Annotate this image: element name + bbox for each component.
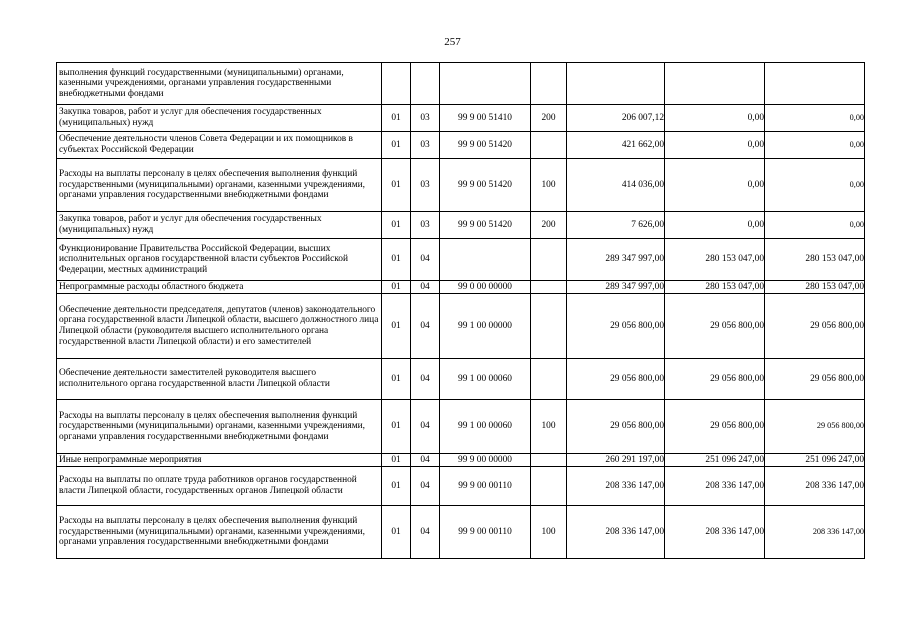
amount-year3-cell <box>765 63 865 105</box>
section-code-cell: 01 <box>382 212 411 239</box>
row-name-cell: Обеспечение деятельности председателя, депутатов (членов) законодательного органа государственной власти Липецкой области, высшего должностного лица Липецкой области (руководителя высшего исполнительного органа государственной власти Липецкой области) и его заместителей <box>57 294 382 359</box>
subsection-code-cell: 04 <box>411 359 440 400</box>
expense-type-cell <box>531 294 567 359</box>
subsection-code-cell: 04 <box>411 281 440 294</box>
amount-year3-cell: 29 056 800,00 <box>765 294 865 359</box>
amount-year2-cell: 0,00 <box>665 159 765 212</box>
target-item-cell: 99 9 00 51410 <box>440 105 531 132</box>
subsection-code-cell: 04 <box>411 467 440 506</box>
target-item-cell: 99 1 00 00060 <box>440 359 531 400</box>
target-item-cell: 99 9 00 00110 <box>440 506 531 559</box>
amount-year2-cell: 0,00 <box>665 212 765 239</box>
table-row <box>57 239 865 281</box>
target-item-cell: 99 9 00 00000 <box>440 454 531 467</box>
amount-year2-cell: 280 153 047,00 <box>665 281 765 294</box>
amount-year2-cell: 29 056 800,00 <box>665 359 765 400</box>
subsection-code-cell: 04 <box>411 294 440 359</box>
target-item-cell <box>440 239 531 281</box>
amount-year1-cell: 421 662,00 <box>567 132 665 159</box>
section-code-cell: 01 <box>382 159 411 212</box>
subsection-code-cell: 04 <box>411 400 440 454</box>
amount-year2-cell: 29 056 800,00 <box>665 294 765 359</box>
row-name-cell: Расходы на выплаты по оплате труда работников органов государственной власти Липецкой области, государственных органов Липецкой области <box>57 467 382 506</box>
expense-type-cell: 100 <box>531 400 567 454</box>
row-name-cell: Закупка товаров, работ и услуг для обеспечения государственных (муниципальных) нужд <box>57 212 382 239</box>
amount-year3-cell: 29 056 800,00 <box>765 400 865 454</box>
amount-year1-cell: 414 036,00 <box>567 159 665 212</box>
amount-year2-cell: 208 336 147,00 <box>665 467 765 506</box>
subsection-code-cell: 04 <box>411 239 440 281</box>
subsection-code-cell <box>411 63 440 105</box>
table-row <box>57 159 865 212</box>
subsection-code-cell: 03 <box>411 159 440 212</box>
table-row <box>57 105 865 132</box>
amount-year2-cell: 0,00 <box>665 105 765 132</box>
expense-type-cell <box>531 239 567 281</box>
subsection-code-cell: 03 <box>411 105 440 132</box>
amount-year2-cell <box>665 63 765 105</box>
amount-year1-cell <box>567 63 665 105</box>
table-row <box>57 359 865 400</box>
expense-type-cell: 100 <box>531 506 567 559</box>
subsection-code-cell: 04 <box>411 454 440 467</box>
target-item-cell: 99 9 00 51420 <box>440 132 531 159</box>
section-code-cell: 01 <box>382 506 411 559</box>
row-name-cell: Расходы на выплаты персоналу в целях обеспечения выполнения функций государственными (муниципальными) органами, казенными учреждениями, органами управления государственными внебюджетными фондами <box>57 159 382 212</box>
amount-year2-cell: 251 096 247,00 <box>665 454 765 467</box>
row-name-cell: Функционирование Правительства Российской Федерации, высших исполнительных органов государственной власти субъектов Российской Федерации, местных администраций <box>57 239 382 281</box>
expense-type-cell <box>531 454 567 467</box>
row-name-cell: Обеспечение деятельности заместителей руководителя высшего исполнительного органа государственной власти Липецкой области <box>57 359 382 400</box>
expense-type-cell: 100 <box>531 159 567 212</box>
amount-year1-cell: 289 347 997,00 <box>567 281 665 294</box>
amount-year2-cell: 208 336 147,00 <box>665 506 765 559</box>
amount-year3-cell: 0,00 <box>765 132 865 159</box>
target-item-cell: 99 9 00 51420 <box>440 159 531 212</box>
table-row <box>57 132 865 159</box>
amount-year3-cell: 280 153 047,00 <box>765 239 865 281</box>
section-code-cell: 01 <box>382 467 411 506</box>
row-name-cell: Непрограммные расходы областного бюджета <box>57 281 382 294</box>
budget-table <box>56 62 865 559</box>
section-code-cell: 01 <box>382 359 411 400</box>
row-name-cell: Обеспечение деятельности членов Совета Федерации и их помощников в субъектах Российской Федерации <box>57 132 382 159</box>
section-code-cell <box>382 63 411 105</box>
amount-year3-cell: 0,00 <box>765 212 865 239</box>
amount-year3-cell: 0,00 <box>765 159 865 212</box>
amount-year1-cell: 7 626,00 <box>567 212 665 239</box>
expense-type-cell <box>531 467 567 506</box>
target-item-cell: 99 0 00 00000 <box>440 281 531 294</box>
table-row <box>57 400 865 454</box>
amount-year2-cell: 280 153 047,00 <box>665 239 765 281</box>
amount-year1-cell: 289 347 997,00 <box>567 239 665 281</box>
amount-year1-cell: 29 056 800,00 <box>567 294 665 359</box>
expense-type-cell <box>531 132 567 159</box>
amount-year2-cell: 29 056 800,00 <box>665 400 765 454</box>
row-name-cell: Расходы на выплаты персоналу в целях обеспечения выполнения функций государственными (муниципальными) органами, казенными учреждениями, органами управления государственными внебюджетными фондами <box>57 506 382 559</box>
section-code-cell: 01 <box>382 239 411 281</box>
amount-year1-cell: 208 336 147,00 <box>567 506 665 559</box>
table-row <box>57 212 865 239</box>
target-item-cell <box>440 63 531 105</box>
expense-type-cell <box>531 359 567 400</box>
section-code-cell: 01 <box>382 294 411 359</box>
expense-type-cell <box>531 281 567 294</box>
row-name-cell: Расходы на выплаты персоналу в целях обеспечения выполнения функций государственными (муниципальными) органами, казенными учреждениями, органами управления государственными внебюджетными фондами <box>57 400 382 454</box>
subsection-code-cell: 03 <box>411 212 440 239</box>
amount-year3-cell: 208 336 147,00 <box>765 467 865 506</box>
table-row <box>57 63 865 105</box>
table-row <box>57 281 865 294</box>
row-name-cell: Иные непрограммные мероприятия <box>57 454 382 467</box>
section-code-cell: 01 <box>382 105 411 132</box>
amount-year3-cell: 29 056 800,00 <box>765 359 865 400</box>
expense-type-cell <box>531 63 567 105</box>
table-body <box>57 63 865 559</box>
row-name-cell: Закупка товаров, работ и услуг для обеспечения государственных (муниципальных) нужд <box>57 105 382 132</box>
target-item-cell: 99 9 00 00110 <box>440 467 531 506</box>
table-row <box>57 506 865 559</box>
table-row <box>57 467 865 506</box>
expense-type-cell: 200 <box>531 105 567 132</box>
section-code-cell: 01 <box>382 400 411 454</box>
subsection-code-cell: 04 <box>411 506 440 559</box>
section-code-cell: 01 <box>382 281 411 294</box>
amount-year1-cell: 29 056 800,00 <box>567 359 665 400</box>
section-code-cell: 01 <box>382 454 411 467</box>
subsection-code-cell: 03 <box>411 132 440 159</box>
amount-year3-cell: 0,00 <box>765 105 865 132</box>
section-code-cell: 01 <box>382 132 411 159</box>
expense-type-cell: 200 <box>531 212 567 239</box>
amount-year3-cell: 280 153 047,00 <box>765 281 865 294</box>
table-row <box>57 454 865 467</box>
amount-year1-cell: 29 056 800,00 <box>567 400 665 454</box>
target-item-cell: 99 9 00 51420 <box>440 212 531 239</box>
amount-year1-cell: 260 291 197,00 <box>567 454 665 467</box>
page-number: 257 <box>444 36 461 48</box>
amount-year2-cell: 0,00 <box>665 132 765 159</box>
row-name-cell: выполнения функций государственными (муниципальными) органами, казенными учреждениями, органами управления государственными внебюджетными фондами <box>57 63 382 105</box>
amount-year1-cell: 208 336 147,00 <box>567 467 665 506</box>
target-item-cell: 99 1 00 00060 <box>440 400 531 454</box>
amount-year3-cell: 251 096 247,00 <box>765 454 865 467</box>
target-item-cell: 99 1 00 00000 <box>440 294 531 359</box>
amount-year3-cell: 208 336 147,00 <box>765 506 865 559</box>
amount-year1-cell: 206 007,12 <box>567 105 665 132</box>
table-row <box>57 294 865 359</box>
